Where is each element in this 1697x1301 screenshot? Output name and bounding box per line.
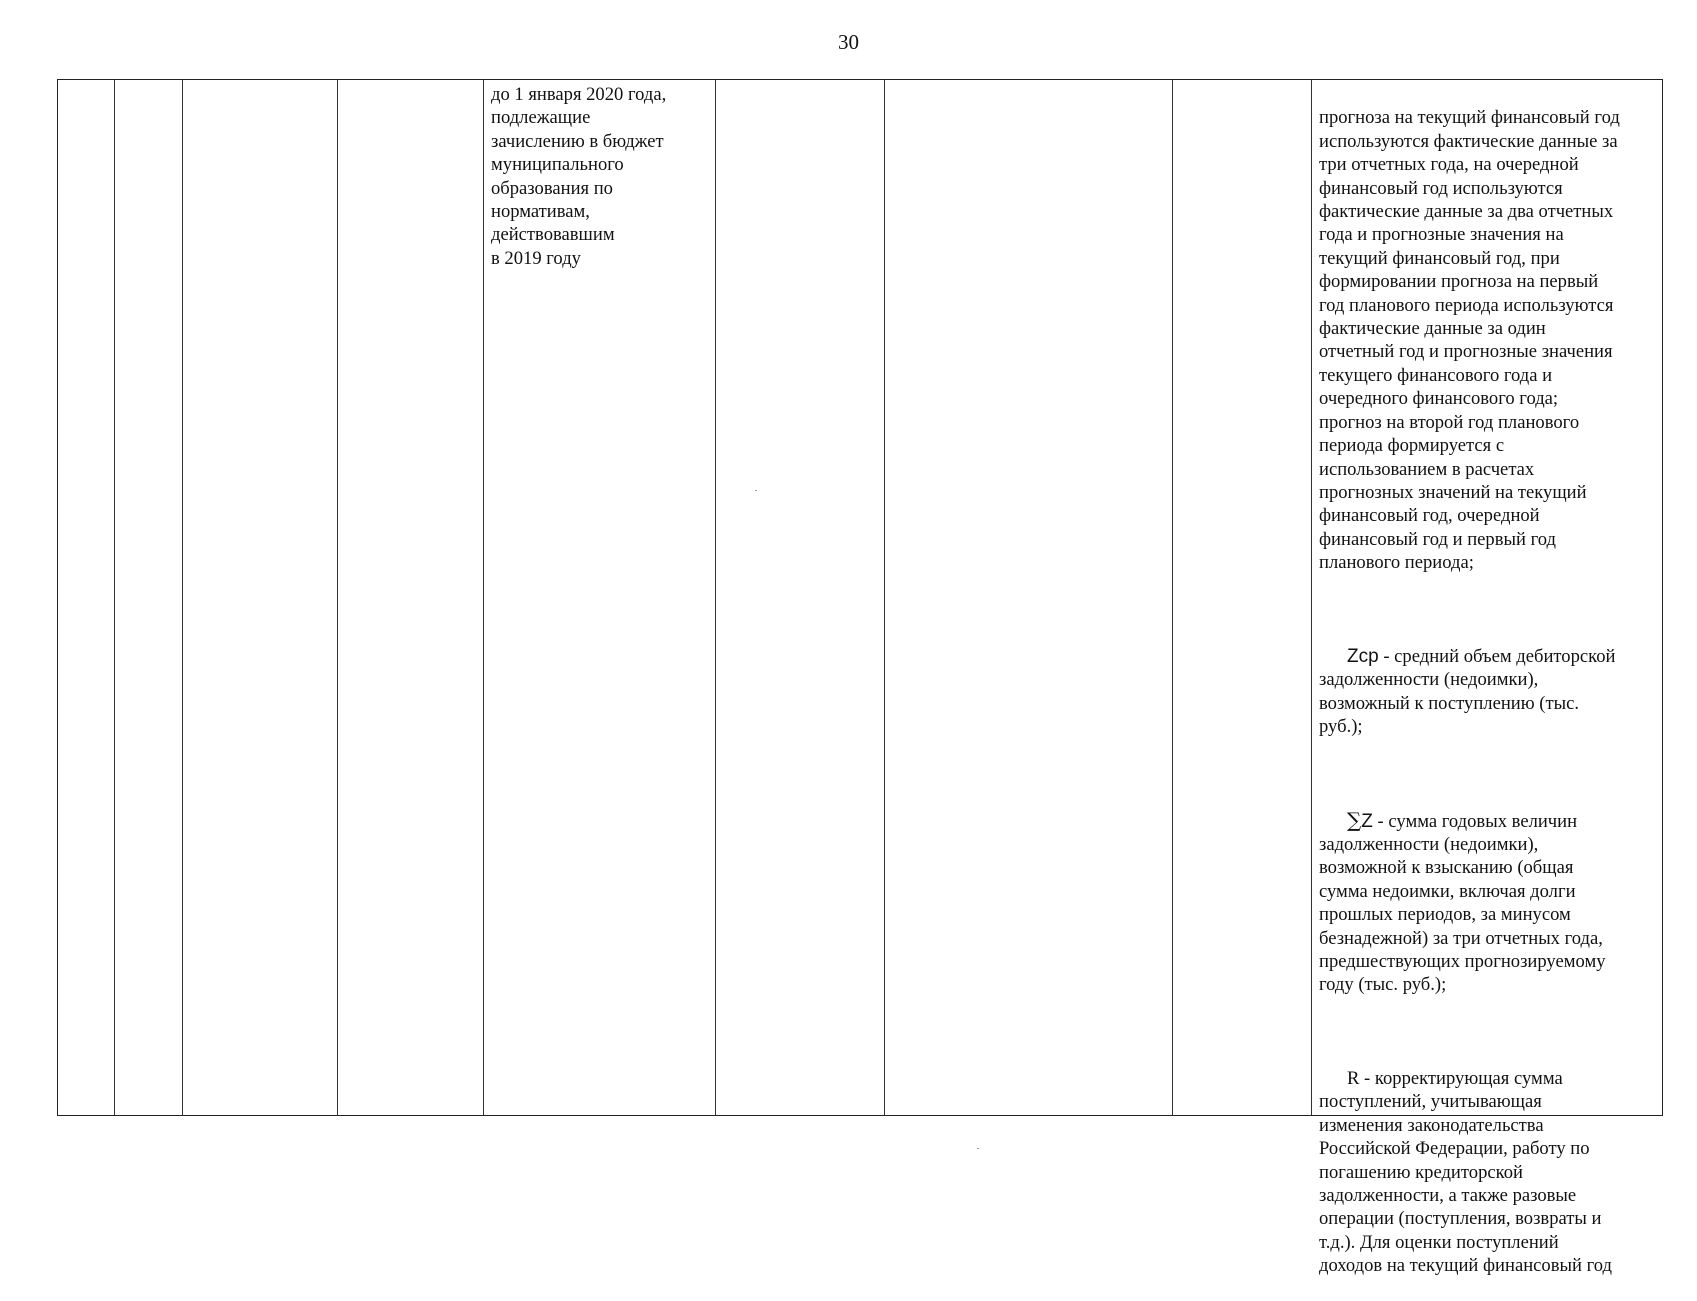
column-divider-6 xyxy=(884,80,885,1115)
column-9-intro-paragraph: прогноза на текущий финансовый год используются фактические данные за три отчетных года, на очередной финансовый год используются фактические данные за два отчетных года и прогнозные значения на текущий финансовый год, при формировании прогноза на первый год планового периода используются фактические данные за один отчетный год и прогнозные значения текущего финансового года и очередного финансового года; прогноз на второй год планового периода формируется с использованием в расчетах прогнозных значений на текущий финансовый год, очередной финансовый год и первый год планового периода; xyxy=(1319,107,1620,574)
zcp-definition-paragraph xyxy=(1319,645,1659,739)
column-divider-1 xyxy=(114,80,115,1115)
column-5-cell: до 1 января 2020 года, подлежащие зачислению в бюджет муниципального образования по нормативам, действовавшим в 2019 году xyxy=(491,84,667,269)
r-symbol: R xyxy=(1347,1068,1360,1090)
r-definition-paragraph xyxy=(1319,1067,1659,1278)
z-symbol: Z xyxy=(1361,810,1373,832)
column-9-cell xyxy=(1319,83,1659,1277)
column-divider-8 xyxy=(1311,80,1312,1115)
column-divider-2 xyxy=(182,80,183,1115)
zcp-definition-text: - средний объем дебиторской задолженности (недоимки), возможный к поступлению (тыс. руб.); xyxy=(1319,645,1616,737)
column-divider-7 xyxy=(1172,80,1173,1115)
column-divider-4 xyxy=(483,80,484,1115)
zcp-symbol: Zср xyxy=(1347,645,1379,667)
scan-speck xyxy=(755,490,757,491)
column-divider-3 xyxy=(337,80,338,1115)
data-table xyxy=(57,79,1663,1277)
scan-speck xyxy=(977,1148,979,1149)
page-number: 30 xyxy=(838,30,859,54)
sum-z-definition-text: - сумма годовых величин задолженности (недоимки), возможной к взысканию (общая сумма недоимки, включая долги прошлых периодов, за минусом безнадежной) за три отчетных года, предшествующих прогнозируемому году (тыс. руб.); xyxy=(1319,810,1606,996)
sigma-symbol: ∑ xyxy=(1347,807,1362,832)
sum-z-definition-paragraph xyxy=(1319,809,1659,997)
r-definition-text: - корректирующая сумма поступлений, учитывающая изменения законодательства Российской Федерации, работу по погашению кредиторской задолженности, а также разовые операции (поступления, возвраты и т.д.). Для оценки поступлений доходов на текущий финансовый год xyxy=(1319,1068,1612,1277)
